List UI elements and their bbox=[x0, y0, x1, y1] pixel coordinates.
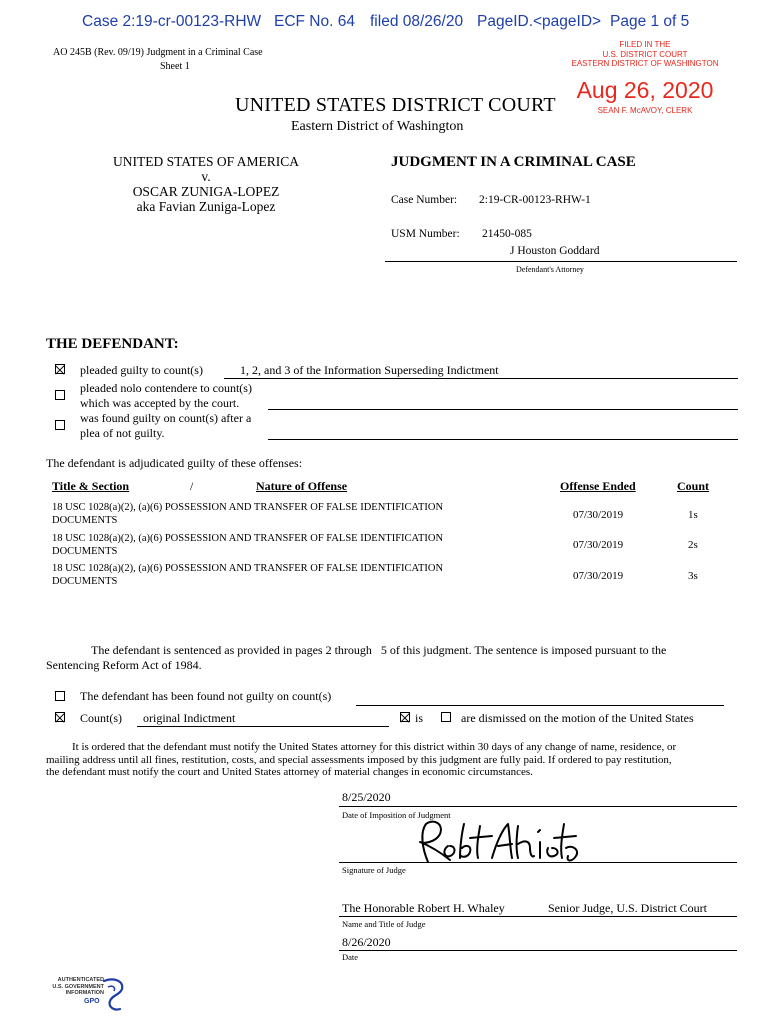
gpo-line2: U.S. GOVERNMENT bbox=[52, 983, 104, 990]
gpo-mark: GPO bbox=[84, 998, 100, 1005]
imposition-rule bbox=[339, 806, 737, 807]
usm-number: 21450-085 bbox=[482, 228, 532, 240]
case-number-label: Case Number: bbox=[391, 194, 458, 206]
pleaded-guilty-counts: 1, 2, and 3 of the Information Superseding Indictment bbox=[240, 363, 499, 377]
found-guilty-line2: plea of not guilty. bbox=[80, 426, 165, 440]
form-sheet: Sheet 1 bbox=[160, 61, 190, 72]
found-guilty-checkbox[interactable] bbox=[55, 420, 65, 430]
header-nature: Nature of Offense bbox=[256, 479, 348, 493]
table-row bbox=[52, 562, 443, 588]
header-count: Count bbox=[677, 479, 710, 493]
sentence-line1: The defendant is sentenced as provided in pages 2 through 5 of this judgment. The sentence is imposed pursuant to the bbox=[91, 643, 667, 657]
judge-name: The Honorable Robert H. Whaley bbox=[342, 901, 505, 915]
defendant-attorney: J Houston Goddard bbox=[510, 245, 600, 257]
gpo-line1: AUTHENTICATED bbox=[57, 977, 104, 983]
caption-parties bbox=[100, 154, 312, 214]
is-label: is bbox=[415, 711, 424, 725]
plaintiff-name: UNITED STATES OF AMERICA bbox=[112, 154, 300, 169]
date-label: Date bbox=[342, 952, 359, 962]
stamp-line1: FILED IN THE bbox=[619, 40, 671, 49]
offense-ended: 07/30/2019 bbox=[573, 570, 624, 582]
filed-stamp bbox=[560, 40, 730, 117]
date-rule bbox=[339, 950, 737, 951]
nolo-contendere-text bbox=[80, 381, 252, 411]
signature-label: Signature of Judge bbox=[342, 865, 406, 875]
nolo-line1: pleaded nolo contendere to count(s) bbox=[80, 381, 252, 395]
signature-rule bbox=[339, 862, 737, 863]
offense-line2: DOCUMENTS bbox=[52, 546, 118, 557]
pleaded-guilty-rule bbox=[224, 378, 738, 379]
form-code: AO 245B (Rev. 09/19) Judgment in a Criminal Case bbox=[53, 47, 263, 58]
offense-count: 3s bbox=[688, 570, 698, 582]
table-row bbox=[52, 501, 443, 527]
header-offense-ended: Offense Ended bbox=[560, 479, 636, 493]
judge-title: Senior Judge, U.S. District Court bbox=[548, 901, 707, 915]
defendant-heading: THE DEFENDANT: bbox=[46, 336, 179, 352]
case-number: 2:19-CR-00123-RHW-1 bbox=[479, 194, 591, 206]
not-guilty-rule bbox=[356, 705, 724, 706]
ecf-page: Page 1 of 5 bbox=[610, 13, 690, 30]
is-checkbox[interactable] bbox=[400, 712, 410, 722]
nolo-contendere-checkbox[interactable] bbox=[55, 390, 65, 400]
pleaded-guilty-label: pleaded guilty to count(s) bbox=[80, 363, 203, 377]
ecf-pageid: PageID.<pageID> bbox=[477, 13, 602, 30]
found-guilty-line1: was found guilty on count(s) after a bbox=[80, 411, 252, 425]
ecf-filed: filed 08/26/20 bbox=[370, 13, 464, 30]
offense-ended: 07/30/2019 bbox=[573, 509, 624, 521]
not-guilty-label: The defendant has been found not guilty on count(s) bbox=[80, 689, 332, 703]
versus: v. bbox=[201, 169, 211, 184]
stamp-date: Aug 26, 2020 bbox=[576, 76, 714, 103]
court-name: UNITED STATES DISTRICT COURT bbox=[235, 94, 556, 116]
pleaded-guilty-checkbox[interactable] bbox=[55, 364, 65, 374]
stamp-clerk: SEAN F. McAVOY, CLERK bbox=[597, 105, 693, 115]
not-guilty-checkbox[interactable] bbox=[55, 691, 65, 701]
defendant-name: OSCAR ZUNIGA-LOPEZ bbox=[132, 184, 280, 199]
gpo-line3: INFORMATION bbox=[65, 990, 104, 996]
judgment-title: JUDGMENT IN A CRIMINAL CASE bbox=[391, 154, 636, 170]
found-guilty-text bbox=[80, 411, 251, 441]
are-dismissed-label: are dismissed on the motion of the United States bbox=[461, 711, 694, 725]
notice-line1: It is ordered that the defendant must notify the United States attorney for this district within 30 days of any change of name, residence, or bbox=[72, 741, 677, 753]
usm-number-label: USM Number: bbox=[391, 228, 460, 240]
nolo-line2: which was accepted by the court. bbox=[80, 396, 240, 410]
ecf-number: ECF No. 64 bbox=[274, 13, 355, 30]
imposition-label: Date of Imposition of Judgment bbox=[342, 810, 451, 820]
sentence-line2: Sentencing Reform Act of 1984. bbox=[46, 658, 202, 672]
offenses-intro: The defendant is adjudicated guilty of these offenses: bbox=[46, 456, 303, 470]
offense-count: 2s bbox=[688, 539, 698, 551]
counts-dismissed-checkbox[interactable] bbox=[55, 712, 65, 722]
name-title-rule bbox=[339, 916, 737, 917]
offense-ended: 07/30/2019 bbox=[573, 539, 624, 551]
stamp-line2: U.S. DISTRICT COURT bbox=[602, 49, 688, 59]
notice-line3: the defendant must notify the court and United States attorney of material changes in economic circumstances. bbox=[46, 766, 533, 778]
imposition-date: 8/25/2020 bbox=[342, 790, 391, 804]
eagle-icon bbox=[100, 977, 130, 1013]
judge-signature bbox=[400, 818, 590, 868]
header-title-section: Title & Section bbox=[52, 479, 130, 493]
signature-date: 8/26/2020 bbox=[342, 935, 391, 949]
are-checkbox[interactable] bbox=[441, 712, 451, 722]
gpo-logo bbox=[42, 977, 132, 1017]
offense-line2: DOCUMENTS bbox=[52, 576, 118, 587]
attorney-label: Defendant's Attorney bbox=[516, 265, 584, 274]
offense-count: 1s bbox=[688, 509, 698, 521]
table-row bbox=[52, 532, 443, 558]
nolo-rule bbox=[268, 409, 738, 410]
sentence-paragraph bbox=[46, 643, 666, 673]
ecf-case: Case 2:19-cr-00123-RHW bbox=[82, 13, 262, 30]
offense-line2: DOCUMENTS bbox=[52, 515, 118, 526]
notice-line2: mailing address until all fines, restitution, costs, and special assessments imposed by this judgment are fully paid. If ordered to pay restitution, bbox=[46, 753, 672, 766]
counts-rule bbox=[137, 726, 389, 727]
header-slash: / bbox=[190, 479, 194, 493]
offense-line1: 18 USC 1028(a)(2), (a)(6) POSSESSION AND TRANSFER OF FALSE IDENTIFICATION bbox=[52, 533, 444, 544]
defendant-aka: aka Favian Zuniga-Lopez bbox=[136, 199, 276, 214]
court-district: Eastern District of Washington bbox=[291, 119, 464, 134]
counts-value: original Indictment bbox=[143, 711, 236, 725]
found-guilty-rule bbox=[268, 439, 738, 440]
notice-paragraph bbox=[46, 741, 736, 779]
offense-line1: 18 USC 1028(a)(2), (a)(6) POSSESSION AND TRANSFER OF FALSE IDENTIFICATION bbox=[52, 563, 444, 574]
stamp-line3: EASTERN DISTRICT OF WASHINGTON bbox=[571, 59, 719, 68]
offense-line1: 18 USC 1028(a)(2), (a)(6) POSSESSION AND TRANSFER OF FALSE IDENTIFICATION bbox=[52, 502, 444, 513]
name-title-label: Name and Title of Judge bbox=[342, 919, 426, 929]
attorney-rule bbox=[385, 261, 737, 262]
counts-label: Count(s) bbox=[80, 711, 122, 725]
